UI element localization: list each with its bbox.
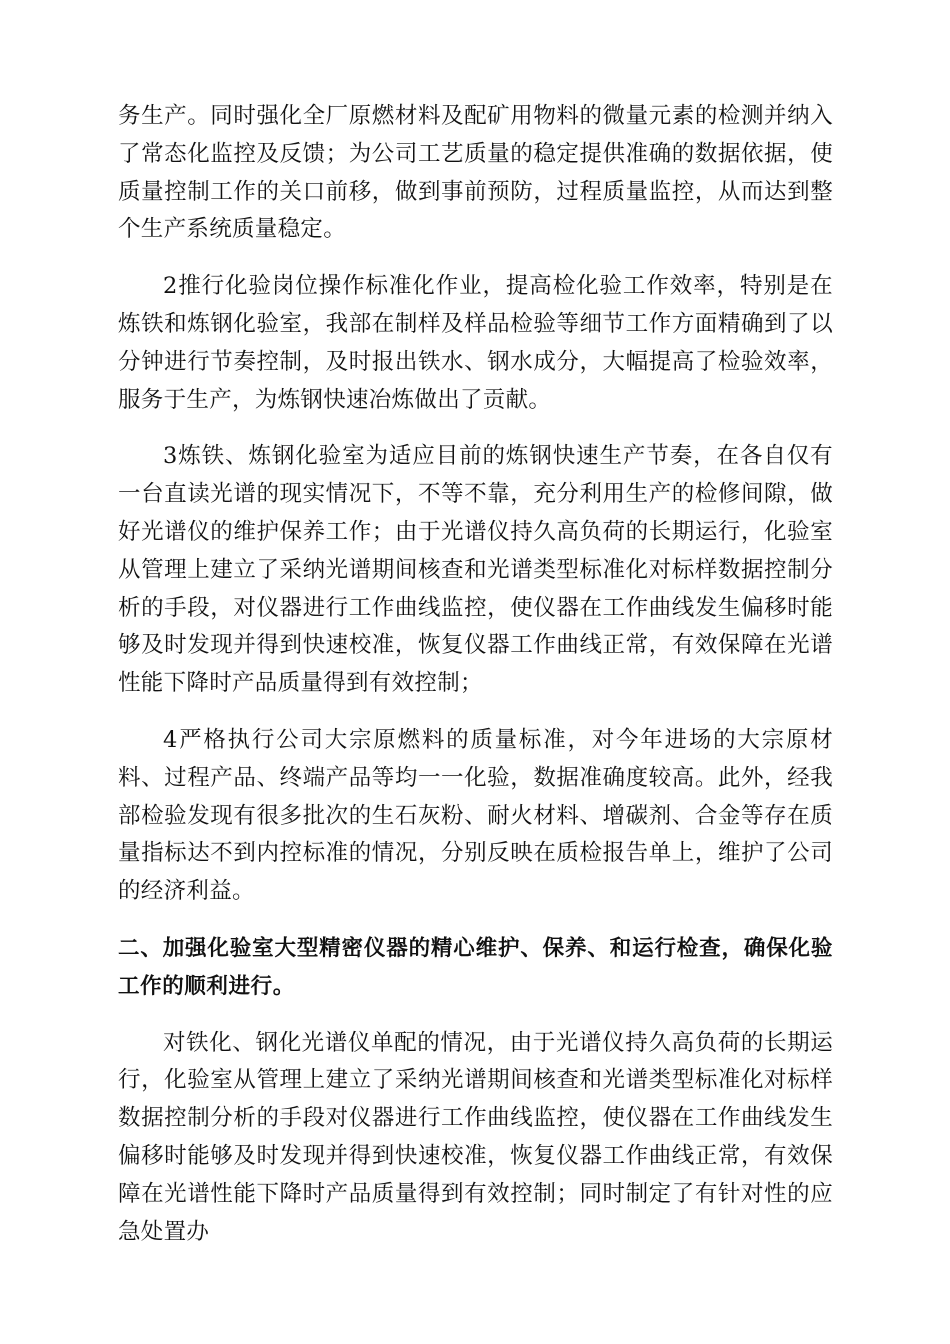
section-paragraph: 对铁化、钢化光谱仪单配的情况，由于光谱仪持久高负荷的长期运行，化验室从管理上建立了采纳光谱期间核查和光谱类型标准化对标样数据控制分析的手段对仪器进行工作曲线监控，使仪器在工作曲线发生偏移时能够及时发现并得到快速校准，恢复仪器工作曲线正常，有效保障在光谱性能下降时产品质量得到有效控制；同时制定了有针对性的应急处置办 (118, 1029, 833, 1245)
paragraph-continuation: 务生产。同时强化全厂原燃材料及配矿用物料的微量元素的检测并纳入了常态化监控及反馈；为公司工艺质量的稳定提供准确的数据依据，使质量控制工作的关口前移，做到事前预防，过程质量监控，从而达到整个生产系统质量稳定。 (118, 103, 833, 243)
section-heading: 二、加强化验室大型精密仪器的精心维护、保养、和运行检查，确保化验工作的顺利进行。 (118, 935, 833, 999)
paragraph-item-2: 2推行化验岗位操作标准化作业，提高检化验工作效率，特别是在炼铁和炼钢化验室，我部在制样及样品检验等细节工作方面精确到了以分钟进行节奏控制，及时报出铁水、钢水成分，大幅提高了检验效率，服务于生产，为炼钢快速冶炼做出了贡献。 (118, 273, 833, 413)
paragraph-item-4: 4严格执行公司大宗原燃料的质量标准，对今年进场的大宗原材料、过程产品、终端产品等均一一化验，数据准确度较高。此外，经我部检验发现有很多批次的生石灰粉、耐火材料、增碳剂、合金等存在质量指标达不到内控标准的情况，分别反映在质检报告单上，维护了公司的经济利益。 (118, 726, 833, 905)
paragraph-item-3: 3炼铁、炼钢化验室为适应目前的炼钢快速生产节奏，在各自仅有一台直读光谱的现实情况下，不等不靠，充分利用生产的检修间隙，做好光谱仪的维护保养工作；由于光谱仪持久高负荷的长期运行，化验室从管理上建立了采纳光谱期间核查和光谱类型标准化对标样数据控制分析的手段，对仪器进行工作曲线监控，使仪器在工作曲线发生偏移时能够及时发现并得到快速校准，恢复仪器工作曲线正常，有效保障在光谱性能下降时产品质量得到有效控制； (118, 443, 833, 697)
document-page (118, 98, 833, 1251)
